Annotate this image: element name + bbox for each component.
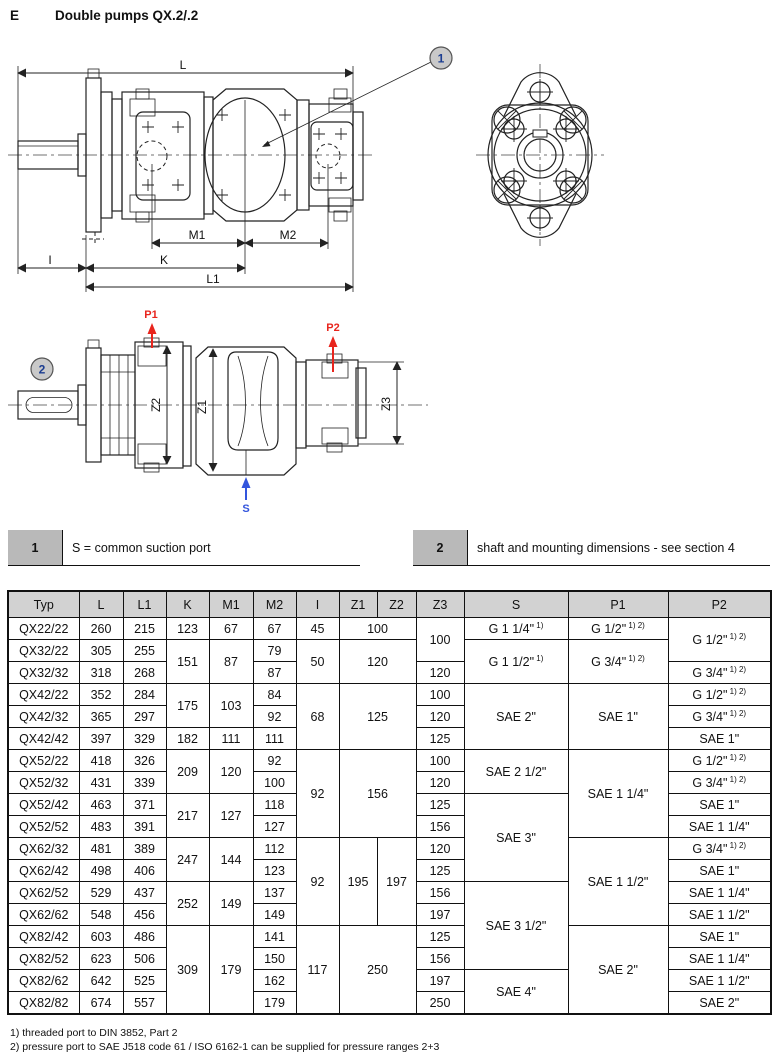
table-cell: G 3/4" $^{1) 2)}$	[668, 772, 771, 794]
column-header-i: I	[296, 591, 339, 618]
table-cell: 250	[416, 992, 464, 1015]
dim-label-k: K	[159, 253, 169, 267]
table-cell: 92	[296, 750, 339, 838]
footnote-ref: 1) 2)	[727, 708, 747, 718]
table-cell: 125	[416, 794, 464, 816]
footnote-ref: 1)	[534, 653, 544, 663]
table-cell: 397	[79, 728, 123, 750]
callout-2	[31, 358, 53, 380]
table-cell: 67	[253, 618, 296, 640]
table-cell: 175	[166, 684, 209, 728]
table-cell: 255	[123, 640, 166, 662]
table-cell: 250	[339, 926, 416, 1015]
table-row	[8, 750, 771, 772]
table-cell-typ: QX42/42	[8, 728, 79, 750]
footnote-2: 2) pressure port to SAE J518 code 61 / ISO 6162-1 can be supplied for pressure ranges 2+3	[10, 1041, 440, 1053]
table-cell: 456	[123, 904, 166, 926]
p2-arrow	[329, 336, 338, 347]
table-cell: 486	[123, 926, 166, 948]
table-row	[8, 640, 771, 662]
table-cell: SAE 1 1/4"	[568, 750, 668, 838]
table-cell-typ: QX22/22	[8, 618, 79, 640]
section-letter: E	[10, 8, 20, 23]
table-cell: 156	[339, 750, 416, 838]
table-cell: SAE 2"	[464, 684, 568, 750]
note-shaft-mounting	[413, 530, 770, 566]
footnote-ref: 1) 2)	[727, 774, 747, 784]
footnote-ref: 1) 2)	[626, 620, 645, 630]
table-cell: SAE 1 1/2"	[668, 970, 771, 992]
note-1-text: S = common suction port	[62, 530, 211, 565]
table-cell: 339	[123, 772, 166, 794]
table-cell-typ: QX62/42	[8, 860, 79, 882]
table-cell: 371	[123, 794, 166, 816]
top-view-drawing	[0, 300, 776, 525]
table-cell: SAE 1 1/2"	[568, 838, 668, 926]
table-cell: 209	[166, 750, 209, 794]
table-cell-typ: QX42/22	[8, 684, 79, 706]
table-cell: G 1/2" $^{1) 2)}$	[668, 684, 771, 706]
table-cell: G 3/4" $^{1) 2)}$	[568, 640, 668, 684]
table-cell-typ: QX52/42	[8, 794, 79, 816]
table-cell: SAE 1 1/4"	[668, 948, 771, 970]
table-row	[8, 684, 771, 706]
table-row	[8, 838, 771, 860]
table-cell-typ: QX42/32	[8, 706, 79, 728]
footnote-ref: 1) 2)	[727, 686, 747, 696]
footnote-ref: 1) 2)	[727, 840, 747, 850]
table-cell: 309	[166, 926, 209, 1015]
dim-label-z1: Z1	[195, 399, 209, 415]
footnote-ref: 1) 2)	[727, 664, 747, 674]
table-cell: 92	[253, 750, 296, 772]
table-cell: 67	[209, 618, 253, 640]
dim-label-z3: Z3	[379, 396, 393, 412]
page-title	[10, 8, 198, 23]
table-cell: 483	[79, 816, 123, 838]
note-2-text: shaft and mounting dimensions - see section 4	[467, 530, 735, 565]
table-cell: 195	[339, 838, 377, 926]
table-cell: 111	[209, 728, 253, 750]
table-cell: 68	[296, 684, 339, 750]
footnotes	[10, 1026, 439, 1054]
table-cell: 305	[79, 640, 123, 662]
table-cell: 141	[253, 926, 296, 948]
s-label: S	[242, 503, 250, 515]
table-row	[8, 926, 771, 948]
table-cell: 112	[253, 838, 296, 860]
table-cell: 84	[253, 684, 296, 706]
p1-arrow	[148, 323, 157, 334]
note-1-number: 1	[8, 530, 62, 565]
table-cell: 144	[209, 838, 253, 882]
table-cell-typ: QX82/42	[8, 926, 79, 948]
table-cell-typ: QX62/52	[8, 882, 79, 904]
table-cell-typ: QX82/62	[8, 970, 79, 992]
note-common-suction-port	[8, 530, 360, 566]
table-cell: 481	[79, 838, 123, 860]
column-header-l: L	[79, 591, 123, 618]
table-cell: SAE 3"	[464, 794, 568, 882]
table-cell: 87	[209, 640, 253, 684]
port-plate-1	[136, 112, 190, 200]
column-header-p1: P1	[568, 591, 668, 618]
table-cell: 111	[253, 728, 296, 750]
keyway	[533, 130, 547, 137]
dimension-table	[7, 590, 772, 1015]
table-cell: 329	[123, 728, 166, 750]
column-header-s: S	[464, 591, 568, 618]
table-cell: 117	[296, 926, 339, 1015]
table-cell: 123	[166, 618, 209, 640]
table-cell: 92	[296, 838, 339, 926]
p2-port-boss	[322, 362, 348, 378]
note-2-number: 2	[413, 530, 467, 565]
table-cell: 100	[416, 618, 464, 662]
table-cell: 197	[416, 904, 464, 926]
column-header-l1: L1	[123, 591, 166, 618]
table-cell-typ: QX32/22	[8, 640, 79, 662]
dim-label-z2: Z2	[149, 397, 163, 413]
table-cell-typ: QX32/32	[8, 662, 79, 684]
column-header-z1: Z1	[339, 591, 377, 618]
table-cell: 197	[377, 838, 416, 926]
table-cell-typ: QX52/52	[8, 816, 79, 838]
table-cell: 674	[79, 992, 123, 1015]
table-cell: 87	[253, 662, 296, 684]
port-plate-2	[311, 122, 353, 190]
table-cell: 365	[79, 706, 123, 728]
table-cell: 125	[339, 684, 416, 750]
table-cell: 127	[253, 816, 296, 838]
column-header-z2: Z2	[377, 591, 416, 618]
table-cell: SAE 1"	[668, 794, 771, 816]
table-cell: 120	[209, 750, 253, 794]
table-cell: 326	[123, 750, 166, 772]
table-cell: 100	[416, 684, 464, 706]
table-cell: 120	[416, 838, 464, 860]
p1-port-boss	[138, 346, 166, 366]
column-header-k: K	[166, 591, 209, 618]
front-flange-view	[476, 64, 604, 246]
dim-label-l1: L1	[206, 272, 220, 286]
table-cell: 50	[296, 640, 339, 684]
table-cell: 525	[123, 970, 166, 992]
table-cell: G 1 1/2" $^{1)}$	[464, 640, 568, 684]
column-header-m2: M2	[253, 591, 296, 618]
table-cell: G 3/4" $^{1) 2)}$	[668, 662, 771, 684]
table-cell: G 1/2" $^{1) 2)}$	[668, 618, 771, 662]
table-cell: 418	[79, 750, 123, 772]
table-cell-typ: QX82/52	[8, 948, 79, 970]
table-cell: 45	[296, 618, 339, 640]
table-cell: SAE 2"	[568, 926, 668, 1015]
table-cell: 529	[79, 882, 123, 904]
table-cell: 247	[166, 838, 209, 882]
column-header-typ: Typ	[8, 591, 79, 618]
table-cell: 557	[123, 992, 166, 1015]
p1-label: P1	[144, 309, 158, 321]
table-cell: 103	[209, 684, 253, 728]
table-cell: 548	[79, 904, 123, 926]
table-cell: 182	[166, 728, 209, 750]
table-cell: 120	[416, 706, 464, 728]
table-cell: 100	[253, 772, 296, 794]
table-cell: SAE 1"	[668, 728, 771, 750]
table-cell: SAE 1 1/4"	[668, 816, 771, 838]
footnote-1: 1) threaded port to DIN 3852, Part 2	[10, 1027, 178, 1039]
dim-label-l: L	[179, 58, 187, 72]
table-cell: SAE 1"	[668, 860, 771, 882]
table-cell: G 3/4" $^{1) 2)}$	[668, 706, 771, 728]
table-cell: 79	[253, 640, 296, 662]
table-cell: 179	[253, 992, 296, 1015]
table-cell: SAE 1"	[668, 926, 771, 948]
table-cell: 463	[79, 794, 123, 816]
table-cell: 642	[79, 970, 123, 992]
table-cell: 125	[416, 926, 464, 948]
footnote-ref: 1) 2)	[727, 752, 747, 762]
table-cell: 100	[416, 750, 464, 772]
table-cell-typ: QX52/22	[8, 750, 79, 772]
dim-label-m1: M1	[188, 228, 206, 242]
column-header-z3: Z3	[416, 591, 464, 618]
table-cell-typ: QX52/32	[8, 772, 79, 794]
table-cell: 431	[79, 772, 123, 794]
table-cell: 498	[79, 860, 123, 882]
footnote-ref: 1)	[534, 620, 544, 630]
table-cell: 156	[416, 948, 464, 970]
footnote-ref: 1) 2)	[727, 631, 747, 641]
table-cell: 391	[123, 816, 166, 838]
callout-1	[262, 47, 452, 147]
table-cell: G 1/2" $^{1) 2)}$	[668, 750, 771, 772]
column-header-p2: P2	[668, 591, 771, 618]
table-cell: 217	[166, 794, 209, 838]
table-row	[8, 618, 771, 640]
table-cell: 437	[123, 882, 166, 904]
p2-label: P2	[326, 322, 340, 334]
table-cell: 297	[123, 706, 166, 728]
table-cell: 120	[339, 640, 416, 684]
table-cell: 215	[123, 618, 166, 640]
table-cell: SAE 2 1/2"	[464, 750, 568, 794]
table-cell: G 3/4" $^{1) 2)}$	[668, 838, 771, 860]
table-cell-typ: QX82/82	[8, 992, 79, 1015]
table-cell: SAE 1"	[568, 684, 668, 750]
table-cell: SAE 1 1/2"	[668, 904, 771, 926]
table-cell: SAE 2"	[668, 992, 771, 1015]
table-cell: 149	[253, 904, 296, 926]
table-cell: 92	[253, 706, 296, 728]
table-cell: 120	[416, 772, 464, 794]
table-cell: 127	[209, 794, 253, 838]
dim-label-i: I	[48, 253, 52, 267]
table-cell: 197	[416, 970, 464, 992]
table-cell: 260	[79, 618, 123, 640]
table-cell: G 1/2" $^{1) 2)}$	[568, 618, 668, 640]
table-cell: SAE 3 1/2"	[464, 882, 568, 970]
table-cell: G 1 1/4" $^{1)}$	[464, 618, 568, 640]
table-cell: 125	[416, 860, 464, 882]
table-cell: 179	[209, 926, 253, 1015]
table-cell: 149	[209, 882, 253, 926]
port-arrows	[144, 309, 339, 515]
table-cell: 623	[79, 948, 123, 970]
suction-cavity	[228, 352, 278, 450]
table-cell: 100	[339, 618, 416, 640]
table-cell: 352	[79, 684, 123, 706]
pump-stage-2	[306, 360, 358, 446]
table-cell-typ: QX62/32	[8, 838, 79, 860]
dim-label-m2: M2	[279, 228, 297, 242]
pump-body-side-view	[18, 69, 363, 246]
table-cell: 506	[123, 948, 166, 970]
table-cell: 284	[123, 684, 166, 706]
table-cell: 603	[79, 926, 123, 948]
callout-2-number: 2	[38, 362, 46, 377]
dimension-lines	[18, 58, 353, 292]
table-cell: 123	[253, 860, 296, 882]
table-cell: 156	[416, 816, 464, 838]
callout-1-number: 1	[437, 51, 445, 66]
table-cell: SAE 1 1/4"	[668, 882, 771, 904]
table-cell: 137	[253, 882, 296, 904]
table-cell: 118	[253, 794, 296, 816]
table-cell: SAE 4"	[464, 970, 568, 1015]
table-cell: 120	[416, 662, 464, 684]
side-view-drawing	[0, 42, 776, 300]
table-cell: 252	[166, 882, 209, 926]
table-cell: 150	[253, 948, 296, 970]
page-title-text: Double pumps QX.2/.2	[55, 8, 199, 23]
table-cell: 268	[123, 662, 166, 684]
pump-body-top-view	[18, 338, 366, 475]
column-header-m1: M1	[209, 591, 253, 618]
footnote-ref: 1) 2)	[626, 653, 645, 663]
table-cell: 125	[416, 728, 464, 750]
table-cell: 156	[416, 882, 464, 904]
table-cell-typ: QX62/62	[8, 904, 79, 926]
table-cell: 389	[123, 838, 166, 860]
table-cell: 162	[253, 970, 296, 992]
table-cell: 151	[166, 640, 209, 684]
table-cell: 318	[79, 662, 123, 684]
table-cell: 406	[123, 860, 166, 882]
s-arrow	[242, 477, 251, 488]
